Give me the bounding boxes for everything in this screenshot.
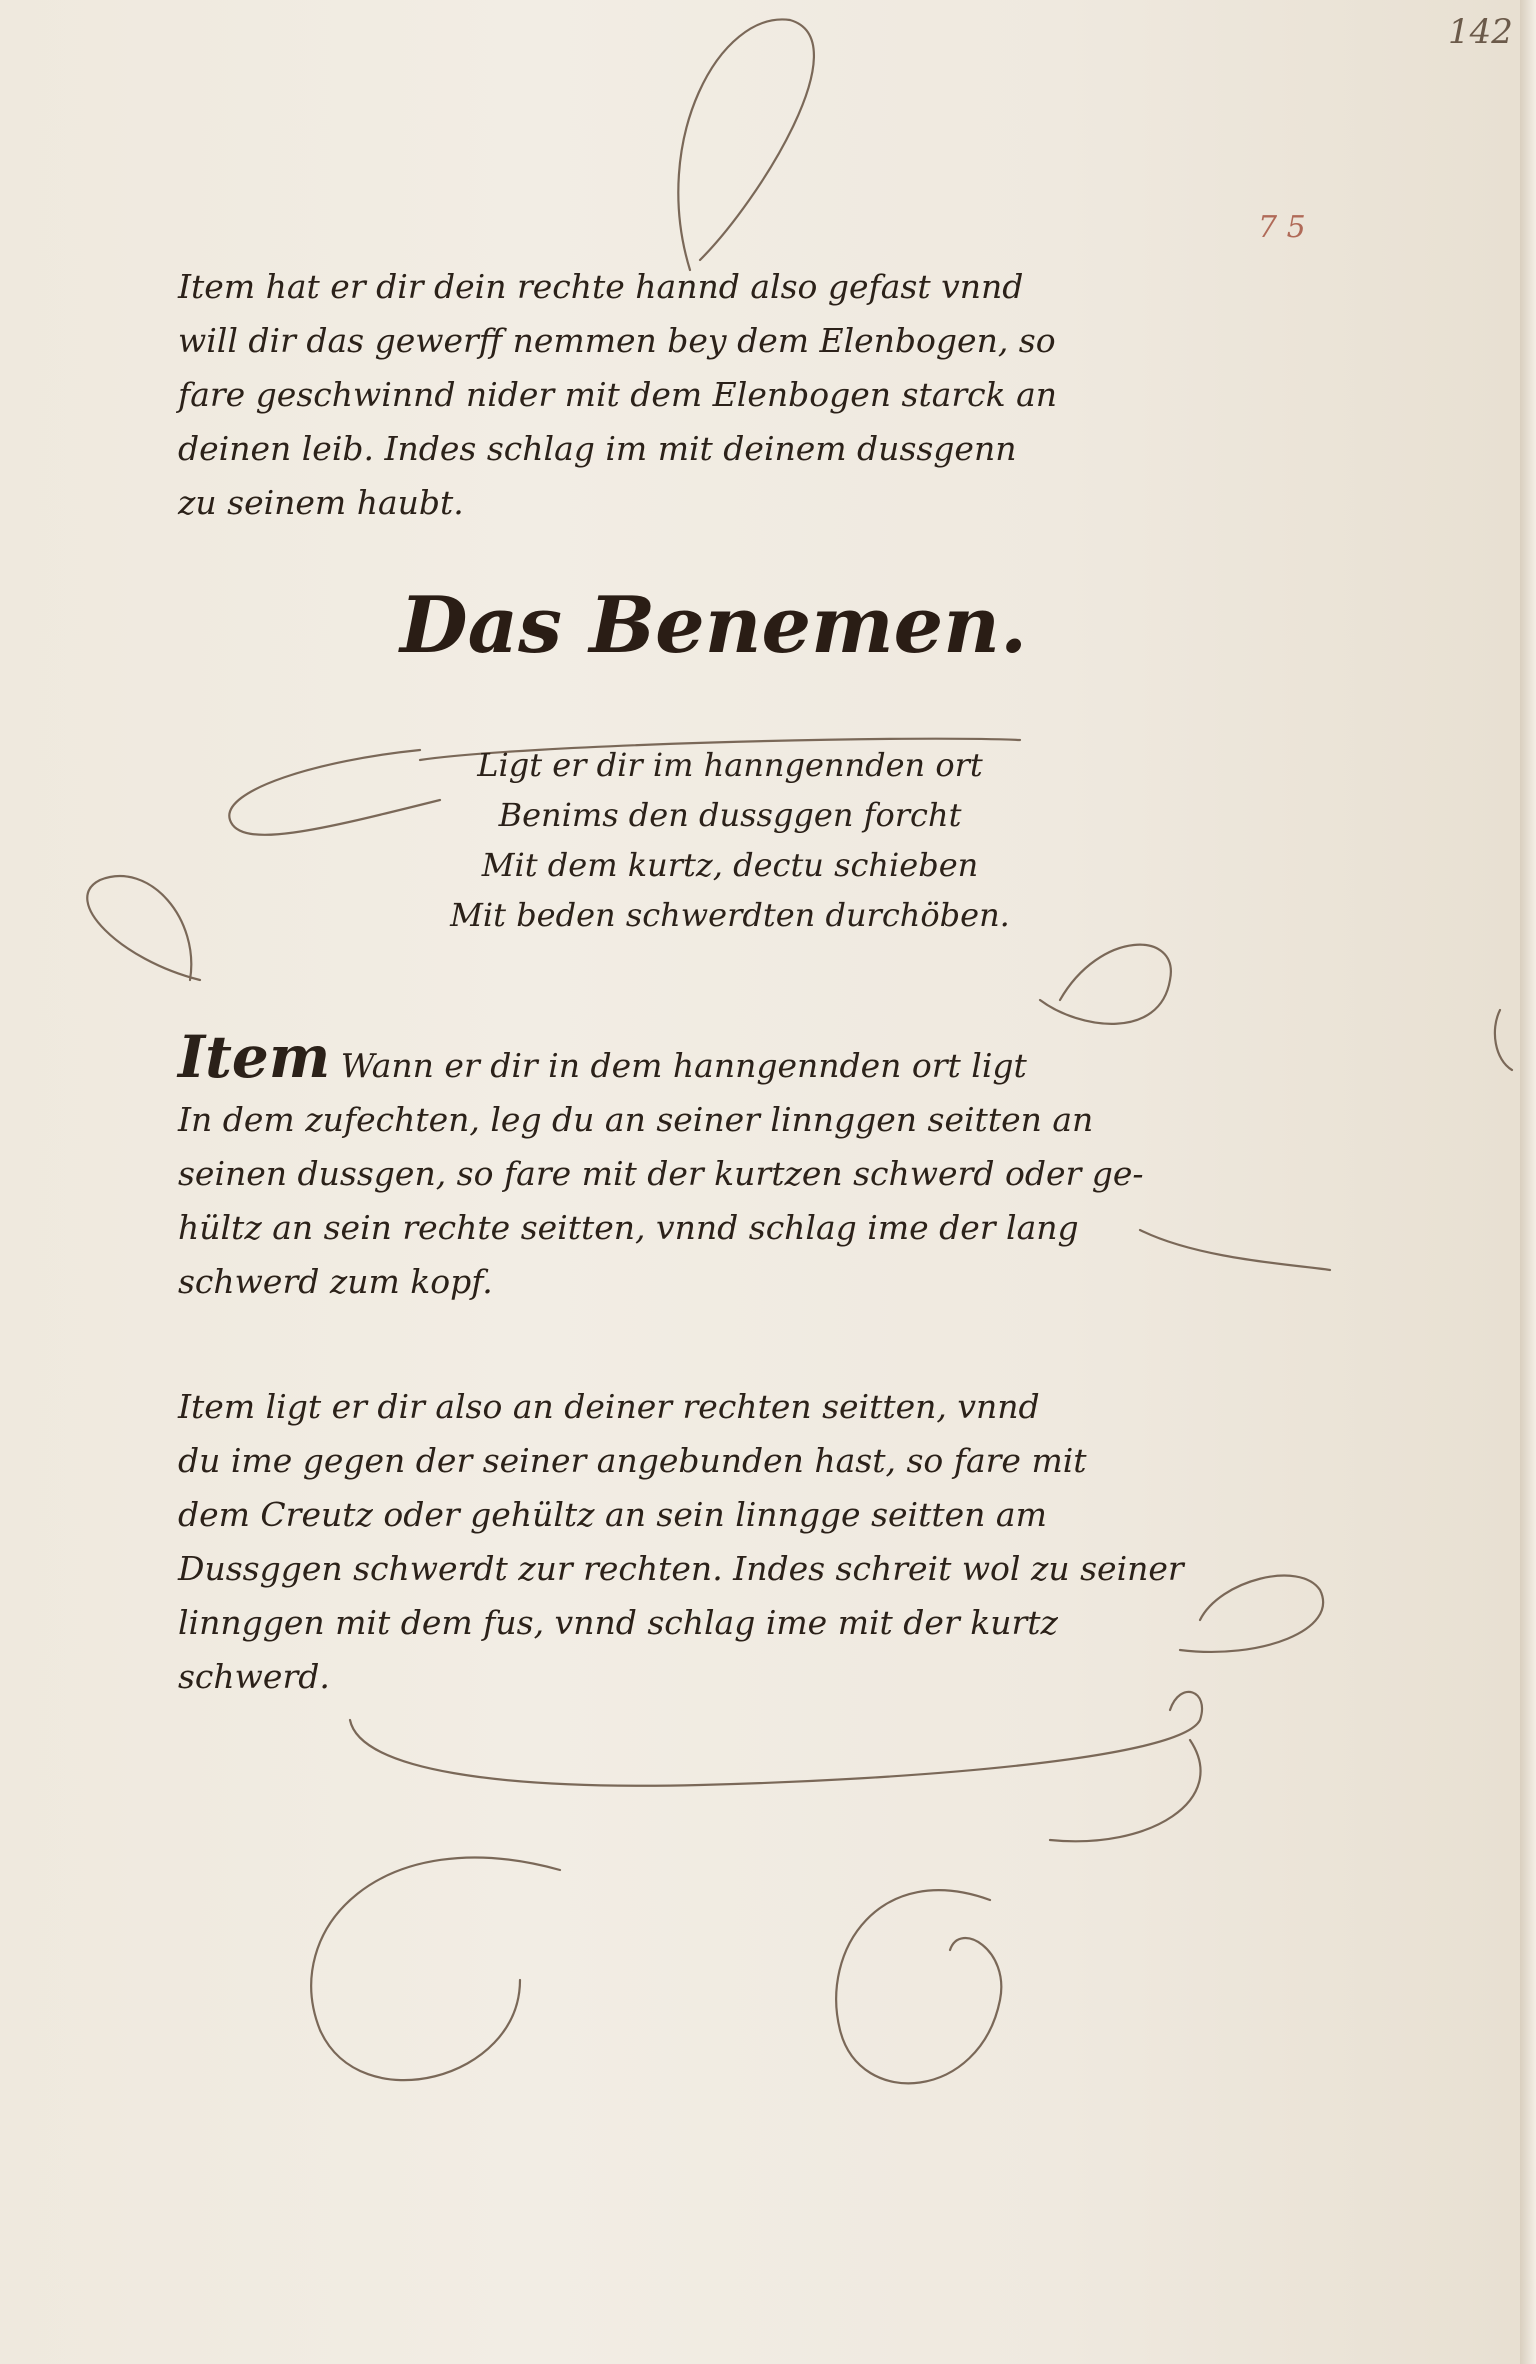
text-line: dem Creutz oder gehültz an sein linngge seitten am: [178, 1495, 1047, 1534]
section-heading: Das Benemen.: [400, 580, 1028, 671]
text-line: fare geschwinnd nider mit dem Elenbogen starck an: [178, 375, 1058, 414]
text-line: hültz an sein rechte seitten, vnnd schlag ime der lang: [178, 1208, 1079, 1247]
text-line: schwerd.: [178, 1657, 330, 1696]
text-line: Item ligt er dir also an deiner rechten seitten, vnnd: [178, 1387, 1040, 1426]
bottom-swash-top: [350, 1692, 1202, 1786]
text-line: schwerd zum kopf.: [178, 1262, 493, 1301]
paragraph-2: [178, 1023, 1228, 1309]
edge-stub: [1495, 1010, 1512, 1070]
verse-block: [380, 740, 1080, 940]
text-line: Dussggen schwerdt zur rechten. Indes schreit wol zu seiner: [178, 1549, 1184, 1588]
text-line-first: [178, 1023, 1228, 1093]
paragraph-3: [178, 1380, 1228, 1704]
text-line: du ime gegen der seiner angebunden hast, so fare mit: [178, 1441, 1087, 1480]
bottom-right-loop: [836, 1890, 1001, 2083]
bottom-swash-right: [1050, 1740, 1201, 1841]
margin-note: 7 5: [1258, 210, 1306, 245]
text-line: Wann er dir in dem hanngennden ort ligt: [340, 1046, 1027, 1085]
folio-number: 142: [1448, 12, 1513, 52]
top-loop-flourish: [678, 19, 814, 270]
text-line: zu seinem haubt.: [178, 483, 464, 522]
verse-line: Mit beden schwerdten durchöben.: [450, 896, 1010, 934]
text-line: deinen leib. Indes schlag im mit deinem dussgenn: [178, 429, 1017, 468]
paragraph-1: [178, 260, 1228, 530]
verse-line: Benims den dussggen forcht: [498, 796, 962, 834]
verse-line: Ligt er dir im hanngennden ort: [477, 746, 983, 784]
page-edge: [1520, 0, 1536, 2364]
right-loop: [1040, 945, 1171, 1024]
initial-word: Item: [178, 1023, 331, 1091]
text-line: seinen dussgen, so fare mit der kurtzen schwerd oder ge-: [178, 1154, 1144, 1193]
bottom-left-loop: [311, 1858, 560, 2081]
text-line: In dem zufechten, leg du an seiner linnggen seitten an: [178, 1100, 1094, 1139]
text-line: linnggen mit dem fus, vnnd schlag ime mit der kurtz: [178, 1603, 1058, 1642]
text-line: will dir das gewerff nemmen bey dem Elenbogen, so: [178, 321, 1056, 360]
left-loop: [87, 876, 200, 980]
text-line: Item hat er dir dein rechte hannd also gefast vnnd: [178, 267, 1024, 306]
verse-line: Mit dem kurtz, dectu schieben: [481, 846, 979, 884]
